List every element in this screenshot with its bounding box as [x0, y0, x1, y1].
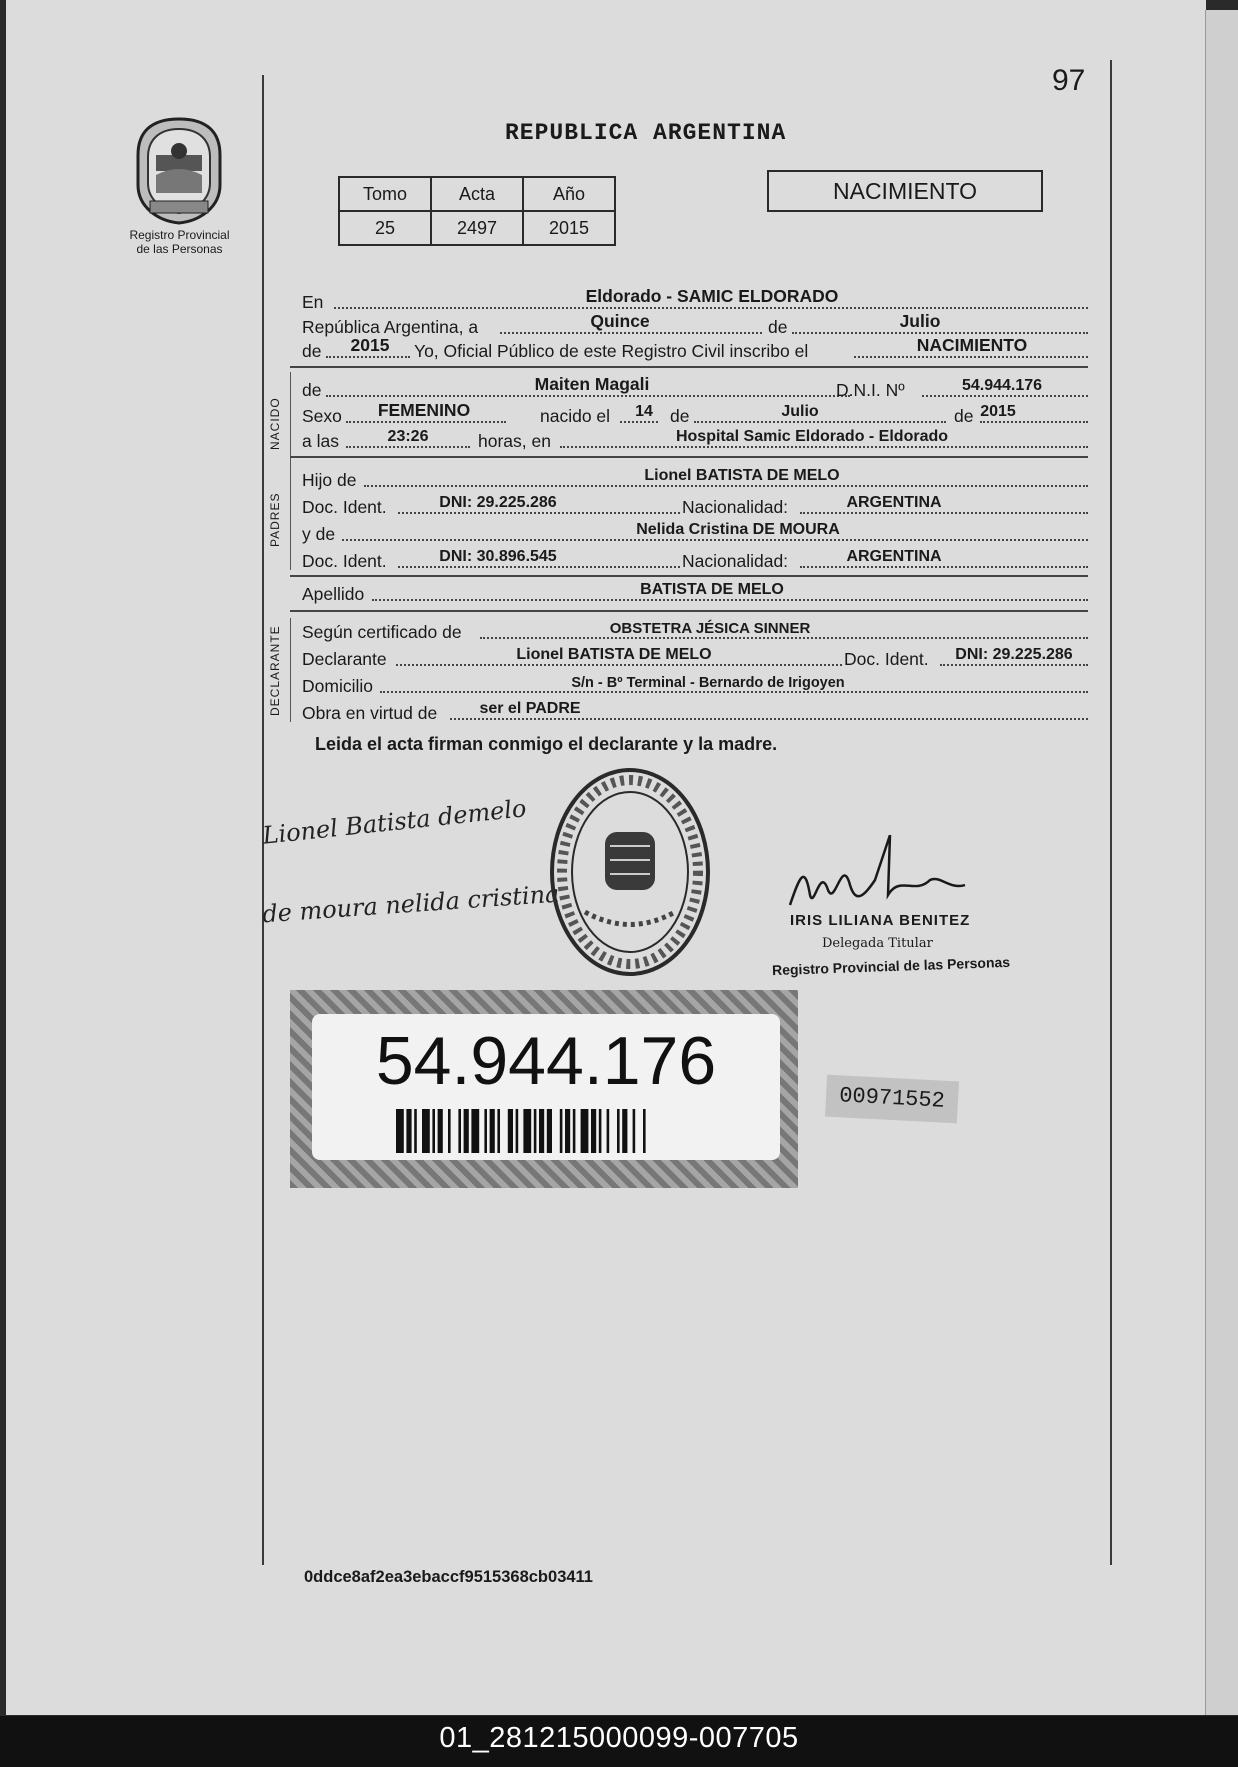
value-birth-month: Julio: [781, 403, 819, 420]
label-de: de: [768, 317, 788, 337]
value-mother-doc: DNI: 30.896.545: [439, 548, 557, 565]
value-declarant-doc: DNI: 29.225.286: [955, 646, 1073, 663]
label-en: En: [302, 292, 324, 312]
value-birth-year: 2015: [980, 403, 1016, 420]
ref-header-acta: Acta: [431, 177, 523, 211]
dotted-line: [480, 637, 1088, 639]
barcode-bar: [581, 1109, 589, 1153]
label-nacido: nacido el: [540, 406, 611, 426]
label-doc-2: Doc. Ident.: [302, 551, 387, 571]
dotted-line: [620, 421, 658, 423]
barcode-bar: [484, 1109, 487, 1153]
father-signature: Lionel Batista demelo: [261, 794, 528, 850]
barcode-bar: [508, 1109, 513, 1153]
barcode-bar: [414, 1109, 417, 1153]
label-name-de: de: [302, 380, 322, 400]
section-divider: [290, 618, 291, 722]
barcode-bar: [599, 1109, 602, 1153]
value-birth-place: Hospital Samic Eldorado - Eldorado: [675, 428, 949, 445]
barcode-bar: [497, 1109, 500, 1153]
barcode-bar: [516, 1109, 519, 1153]
dotted-line: [380, 691, 1088, 693]
dotted-line: [500, 332, 762, 334]
underlying-page: [1205, 10, 1238, 1715]
label-doc-1: Doc. Ident.: [302, 497, 387, 517]
barcode-card: [312, 1014, 780, 1160]
barcode-bar: [573, 1109, 576, 1153]
dotted-line: [980, 421, 1088, 423]
section-divider: [290, 462, 291, 570]
barcode-bar: [565, 1109, 570, 1153]
ref-header-ano: Año: [523, 177, 615, 211]
value-dni: 54.944.176: [961, 377, 1043, 394]
dotted-line: [450, 718, 1088, 720]
barcode-bar: [438, 1109, 443, 1153]
value-father-doc: DNI: 29.225.286: [439, 494, 557, 511]
row-date: [302, 311, 1088, 338]
barcode-bar: [607, 1109, 610, 1153]
label-hijo: Hijo de: [302, 470, 357, 490]
value-sexo: FEMENINO: [377, 400, 471, 420]
row-father: [302, 464, 1088, 491]
value-father: Lionel BATISTA DE MELO: [644, 467, 840, 484]
row-time-place: [302, 425, 1088, 452]
label-alas: a las: [302, 431, 339, 451]
record-type-box: NACIMIENTO: [767, 170, 1043, 212]
value-declarant: Lionel BATISTA DE MELO: [516, 646, 712, 663]
barcode-bar: [617, 1109, 620, 1153]
barcode-bar: [406, 1109, 411, 1153]
barcode-bar: [523, 1109, 531, 1153]
value-birth-day: 14: [635, 403, 653, 420]
label-inscribo: Yo, Oficial Público de este Registro Civil inscribo el: [414, 341, 809, 361]
section-label-declarante: DECLARANTE: [268, 625, 282, 717]
separator: [290, 610, 1088, 612]
dotted-line: [342, 539, 1088, 541]
dotted-line: [398, 512, 680, 514]
left-margin-rule: [262, 75, 264, 1565]
value-month: Julio: [899, 311, 941, 331]
page-number: 97: [1052, 64, 1086, 97]
dotted-line: [922, 395, 1088, 397]
dotted-line: [800, 566, 1088, 568]
value-mother-nat: ARGENTINA: [846, 548, 942, 565]
ref-value-ano: 2015: [523, 211, 615, 245]
dotted-line: [396, 664, 842, 666]
label-horas: horas, en: [478, 431, 551, 451]
value-time: 23:26: [387, 428, 429, 445]
dotted-line: [334, 307, 1088, 309]
row-name: [302, 374, 1088, 401]
barcode-bar: [422, 1109, 430, 1153]
registry-label: [112, 228, 247, 256]
value-mother: Nelida Cristina DE MOURA: [636, 521, 840, 538]
row-place: [302, 286, 1088, 313]
document-title: REPUBLICA ARGENTINA: [505, 120, 787, 146]
barcode-bar: [622, 1109, 627, 1153]
barcode-bar: [490, 1109, 495, 1153]
barcode-bar: [448, 1109, 451, 1153]
closing-statement: Leida el acta firman conmigo el declarante y la madre.: [315, 734, 778, 754]
barcode-bar: [560, 1109, 563, 1153]
label-obra: Obra en virtud de: [302, 703, 438, 723]
footer-id: 01_281215000099-007705: [439, 1722, 799, 1754]
label-sexo: Sexo: [302, 406, 342, 426]
label-nac-1: Nacionalidad:: [682, 497, 789, 517]
row-mother: [302, 518, 1088, 545]
dotted-line: [346, 421, 506, 423]
right-margin-rule: [1110, 60, 1112, 1565]
document-hash: 0ddce8af2ea3ebaccf9515368cb03411: [304, 1568, 593, 1586]
ref-value-acta: 2497: [431, 211, 523, 245]
barcode-bars-icon: [396, 1109, 702, 1153]
section-label-nacido: NACIDO: [268, 397, 282, 451]
row-year: [302, 335, 1088, 362]
reference-table: [338, 176, 616, 246]
label-birth-de2: de: [954, 406, 974, 426]
barcode-bar: [458, 1109, 461, 1153]
official-office: Registro Provincial de las Personas: [771, 953, 1011, 979]
registry-line-1: Registro Provincial: [129, 228, 230, 242]
official-signature-icon: [780, 835, 970, 915]
dotted-line: [800, 512, 1088, 514]
dotted-line: [326, 395, 850, 397]
barcode-bar: [539, 1109, 544, 1153]
label-doc-3: Doc. Ident.: [844, 649, 929, 669]
official-name: IRIS LILIANA BENITEZ: [790, 912, 971, 929]
row-declarant: [302, 643, 1088, 670]
barcode-bar: [591, 1109, 596, 1153]
barcode-bar: [464, 1109, 469, 1153]
barcode-bar: [534, 1109, 537, 1153]
value-inscribo: NACIMIENTO: [916, 335, 1028, 355]
row-domicile: [302, 670, 1088, 697]
label-apellido: Apellido: [302, 584, 365, 604]
section-label-padres: PADRES: [268, 492, 282, 548]
ref-value-tomo: 25: [339, 211, 431, 245]
label-birth-de1: de: [670, 406, 690, 426]
official-seal-icon: [545, 762, 715, 982]
separator: [290, 456, 1088, 458]
mother-signature: de moura nelida cristina: [261, 879, 561, 929]
label-declarante: Declarante: [302, 649, 387, 669]
barcode-bar: [396, 1109, 404, 1153]
value-capacity: ser el PADRE: [479, 700, 581, 717]
dotted-line: [792, 332, 1088, 334]
official-role: Delegada Titular: [822, 936, 933, 951]
dotted-line: [560, 446, 1088, 448]
dotted-line: [364, 485, 1088, 487]
label-domicilio: Domicilio: [302, 676, 373, 696]
value-surname: BATISTA DE MELO: [640, 581, 784, 598]
label-republica: República Argentina, a: [302, 317, 479, 337]
label-dni: D.N.I. Nº: [836, 380, 905, 400]
barcode-number: 54.944.176: [375, 1023, 717, 1099]
label-nac-2: Nacionalidad:: [682, 551, 789, 571]
separator: [290, 575, 1088, 577]
row-sex-birth: [302, 400, 1088, 427]
label-year-de: de: [302, 341, 322, 361]
value-name: Maiten Magali: [534, 374, 650, 394]
barcode-bar: [471, 1109, 479, 1153]
dotted-line: [398, 566, 680, 568]
row-capacity: [302, 697, 1088, 724]
value-domicile: S/n - Bº Terminal - Bernardo de Irigoyen: [571, 675, 845, 691]
registry-line-2: de las Personas: [136, 242, 223, 256]
row-mother-doc: [302, 545, 1088, 572]
dotted-line: [346, 446, 470, 448]
row-surname: [302, 578, 1088, 605]
ref-header-tomo: Tomo: [339, 177, 431, 211]
dotted-line: [326, 356, 410, 358]
row-father-doc: [302, 491, 1088, 518]
label-yde: y de: [302, 524, 336, 544]
row-certificate: [302, 616, 1088, 643]
barcode-bar: [633, 1109, 636, 1153]
value-year: 2015: [350, 335, 390, 355]
barcode-bar: [547, 1109, 552, 1153]
value-certificate: OBSTETRA JÉSICA SINNER: [609, 620, 811, 637]
control-number-sticker: 00971552: [825, 1075, 959, 1124]
dotted-line: [940, 664, 1088, 666]
dotted-line: [694, 421, 946, 423]
value-day: Quince: [590, 311, 650, 331]
barcode-bar: [643, 1109, 646, 1153]
province-crest-icon: [130, 115, 228, 227]
value-father-nat: ARGENTINA: [846, 494, 942, 511]
dotted-line: [372, 599, 1088, 601]
label-cert: Según certificado de: [302, 622, 462, 642]
dotted-line: [854, 356, 1088, 358]
barcode-bar: [432, 1109, 435, 1153]
barcode-sticker: [290, 990, 798, 1188]
separator: [290, 366, 1088, 368]
value-place: Eldorado - SAMIC ELDORADO: [585, 286, 839, 306]
